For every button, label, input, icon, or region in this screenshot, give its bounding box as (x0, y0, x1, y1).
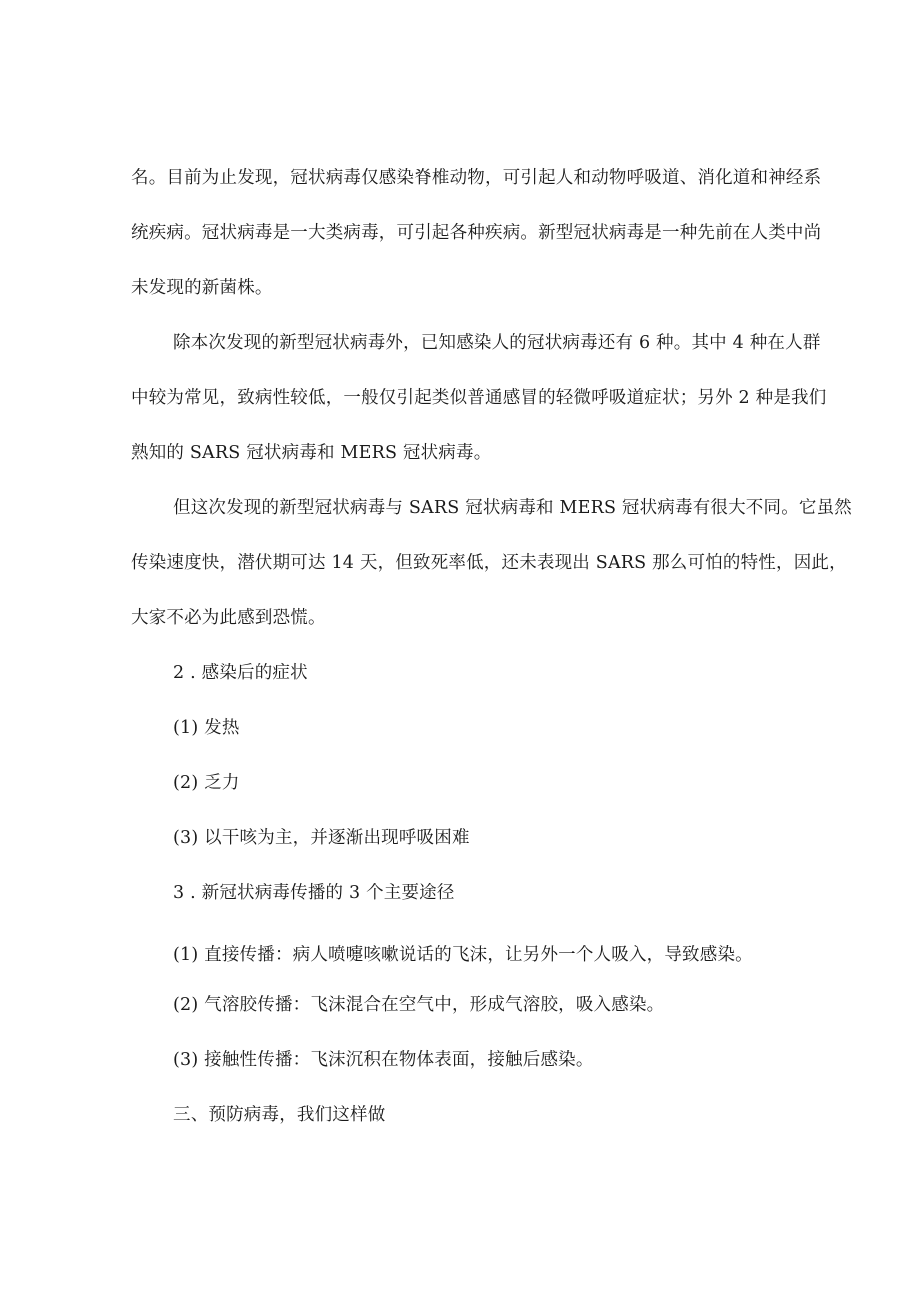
paragraph-2-line-2: 中较为常见，致病性较低，一般仅引起类似普通感冒的轻微呼吸道症状；另外 2 种是我们 (131, 388, 827, 408)
section-heading-prevention: 三、预防病毒，我们这样做 (173, 1105, 386, 1125)
paragraph-1-line-1: 名。目前为止发现，冠状病毒仅感染脊椎动物，可引起人和动物呼吸道、消化道和神经系 (131, 168, 822, 188)
paragraph-3-line-3: 大家不必为此感到恐慌。 (131, 608, 326, 628)
paragraph-3-line-1: 但这次发现的新型冠状病毒与 SARS 冠状病毒和 MERS 冠状病毒有很大不同。它虽然 (173, 498, 852, 518)
section-2-item-1: (1) 发热 (173, 718, 240, 738)
section-3-item-1: (1) 直接传播：病人喷嚏咳嗽说话的飞沫，让另外一个人吸入，导致感染。 (173, 945, 753, 965)
section-3-heading: 3 . 新冠状病毒传播的 3 个主要途径 (173, 883, 455, 903)
section-2-item-3: (3) 以干咳为主，并逐渐出现呼吸困难 (173, 828, 470, 848)
paragraph-1-line-3: 未发现的新菌株。 (131, 278, 273, 298)
paragraph-2-line-3: 熟知的 SARS 冠状病毒和 MERS 冠状病毒。 (131, 443, 492, 463)
paragraph-2-line-1: 除本次发现的新型冠状病毒外，已知感染人的冠状病毒还有 6 种。其中 4 种在人群 (173, 333, 821, 353)
section-3-item-3: (3) 接触性传播：飞沫沉积在物体表面，接触后感染。 (173, 1050, 594, 1070)
section-3-item-2: (2) 气溶胶传播：飞沫混合在空气中，形成气溶胶，吸入感染。 (173, 995, 665, 1015)
paragraph-1-line-2: 统疾病。冠状病毒是一大类病毒，可引起各种疾病。新型冠状病毒是一种先前在人类中尚 (131, 223, 822, 243)
section-2-heading: 2 . 感染后的症状 (173, 663, 308, 683)
paragraph-3-line-2: 传染速度快，潜伏期可达 14 天，但致死率低，还未表现出 SARS 那么可怕的特性，因此， (131, 553, 847, 573)
section-2-item-2: (2) 乏力 (173, 773, 240, 793)
